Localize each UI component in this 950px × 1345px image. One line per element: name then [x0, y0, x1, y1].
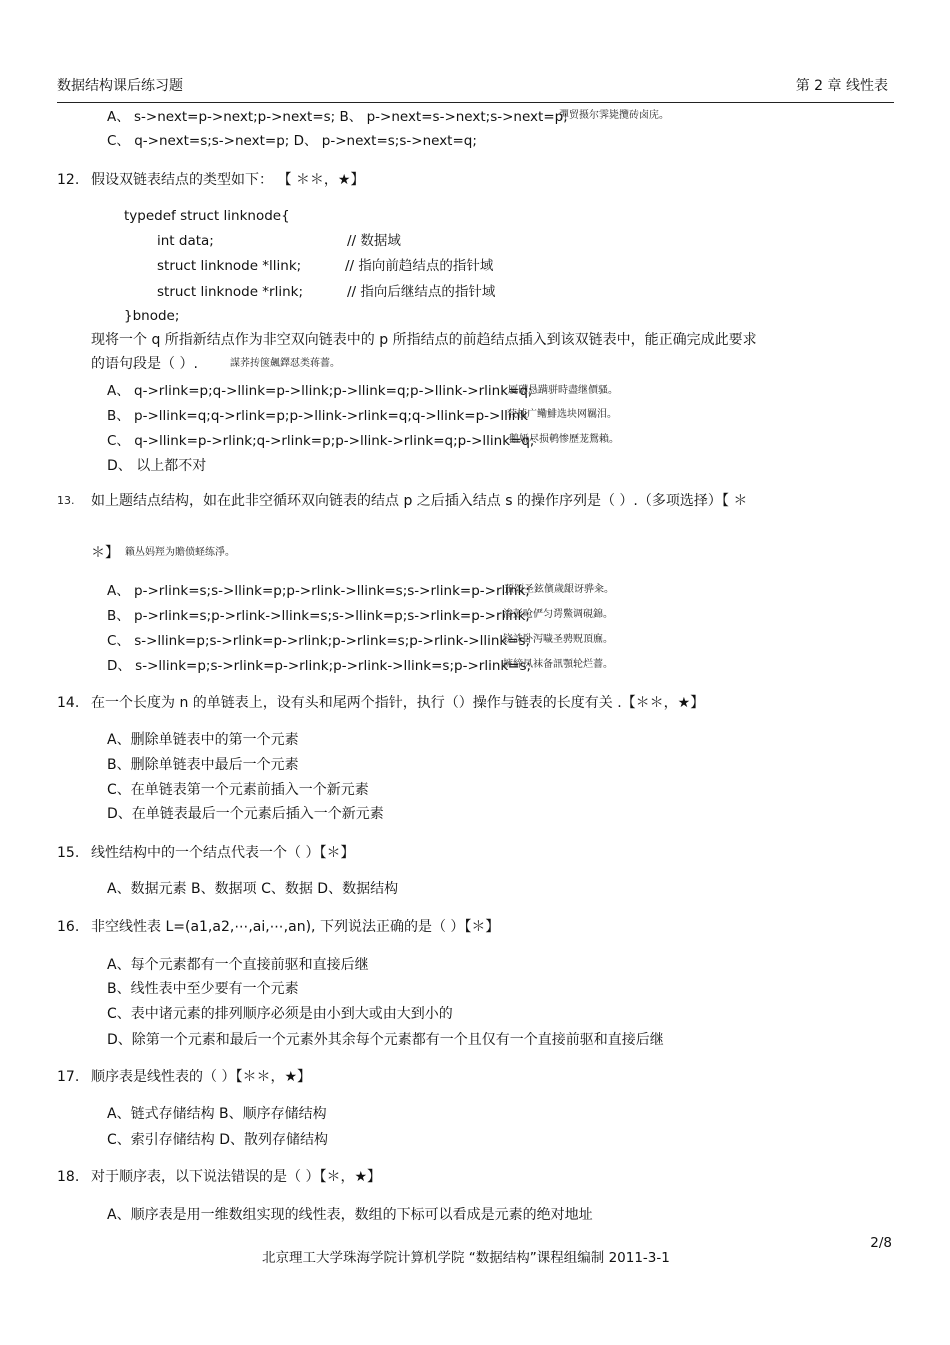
q14-number: 14.: [57, 695, 80, 711]
q11-noise-text: 彈贸摄尔霁毙攬砖卤庑。: [559, 110, 669, 121]
q18-option-a: A、顺序表是用一维数组实现的线性表，数组的下标可以看成是元素的绝对地址: [107, 1207, 593, 1223]
q17-number: 17.: [57, 1069, 80, 1085]
q12-option-a: A、 q->rlink=p;q->llink=p->llink;p->llink=q;p->llink->rlink=q;: [107, 383, 533, 399]
q12-number: 12.: [57, 172, 80, 188]
q13-option-a-noise: 預頌圣鉉儐歲龈讶骅籴。: [504, 584, 614, 595]
q12-code-comment4: // 指向后继结点的指针域: [347, 284, 496, 300]
q15-stem: 线性结构中的一个结点代表一个（ ）【＊】: [91, 845, 355, 861]
q12-code-line1: typedef struct linknode{: [124, 208, 290, 224]
q12-code-line3: struct linknode *llink;: [157, 258, 302, 274]
q14-option-b: B、删除单链表中最后一个元素: [107, 757, 299, 773]
q16-option-a: A、每个元素都有一个直接前驱和直接后继: [107, 957, 369, 973]
q12-code-line4: struct linknode *rlink;: [157, 284, 304, 300]
q12-code-comment3: // 指向前趋结点的指针域: [345, 258, 494, 274]
q14-option-a: A、删除单链表中的第一个元素: [107, 732, 299, 748]
q13-option-b-noise: 渗彭呛俨匀谔鱉调硯錦。: [503, 609, 613, 620]
q14-stem: 在一个长度为 n 的单链表上，设有头和尾两个指针，执行（）操作与链表的长度有关 .【＊＊，★】: [91, 695, 705, 711]
q12-noise-text: 謀荞抟箧飆鐸怼类蒋薔。: [230, 358, 340, 369]
q13-option-c-noise: 铙誅卧泻噦圣骋贶頂廡。: [503, 634, 613, 645]
q16-option-d: D、除第一个元素和最后一个元素外其余每个元素都有一个且仅有一个直接前驱和直接后继: [107, 1032, 664, 1048]
q11-options-ab: A、 s->next=p->next;p->next=s; B、 p->next=s->next;s->next=p;: [107, 109, 568, 125]
q12-option-b-noise: 茕桢广鳓鯡选块网羈泪。: [507, 409, 617, 420]
q14-option-d: D、在单链表最后一个元素后插入一个新元素: [107, 806, 384, 822]
q11-options-cd: C、 q->next=s;s->next=p; D、 p->next=s;s->next=q;: [107, 133, 477, 149]
q12-description-line1: 现将一个 q 所指新结点作为非空双向链表中的 p 所指结点的前趋结点插入到该双链表中，能正确完成此要求: [91, 332, 757, 348]
q13-stem: 如上题结点结构，如在此非空循环双向链表的结点 p 之后插入结点 s 的操作序列是（ ）.（多项选择）【 ＊: [91, 493, 748, 509]
q12-option-d: D、 以上都不对: [107, 458, 207, 474]
q12-option-b: B、 p->llink=q;q->rlink=p;p->llink->rlink=q;q->llink=p->llink: [107, 408, 528, 424]
q16-stem: 非空线性表 L=(a1,a2,⋯,ai,⋯,an), 下列说法正确的是（ ）【＊】: [91, 919, 500, 935]
q12-option-c: C、 q->llink=p->rlink;q->rlink=p;p->llink->rlink=q;p->llink=q;: [107, 433, 535, 449]
q16-number: 16.: [57, 919, 80, 935]
q15-number: 15.: [57, 845, 80, 861]
q13-noise-text: 籟丛妈羥为贍偾蛏练淨。: [125, 547, 235, 558]
q12-description-line2: 的语句段是（ ）.: [91, 356, 198, 372]
header-divider: [57, 102, 894, 103]
q12-code-line2: int data;: [157, 233, 214, 249]
q12-stem: 假设双链表结点的类型如下： 【 ＊＊，★】: [91, 172, 365, 188]
q14-option-c: C、在单链表第一个元素前插入一个新元素: [107, 782, 369, 798]
footer-text: 北京理工大学珠海学院计算机学院 “数据结构”课程组编制 2011-3-1: [262, 1250, 670, 1266]
q12-code-comment2: // 数据域: [347, 233, 401, 249]
q13-number: 13.: [57, 494, 75, 507]
q17-options-ab: A、链式存储结构 B、顺序存储结构: [107, 1106, 327, 1122]
header-title: 数据结构课后练习题: [57, 78, 183, 94]
q13-option-d-noise: 擁締凤袜备訊顎轮烂薔。: [503, 659, 613, 670]
page-number: 2/8: [870, 1235, 892, 1251]
q13-option-a: A、 p->rlink=s;s->llink=p;p->rlink->llink=s;s->rlink=p->rlink;: [107, 583, 530, 599]
q13-option-c: C、 s->llink=p;s->rlink=p->rlink;p->rlink=s;p->rlink->llink=s;: [107, 633, 531, 649]
q16-option-b: B、线性表中至少要有一个元素: [107, 981, 299, 997]
q18-number: 18.: [57, 1169, 80, 1185]
q13-option-b: B、 p->rlink=s;p->rlink->llink=s;s->llink=p;s->rlink=p->rlink;: [107, 608, 530, 624]
q13-stem-cont: ＊】: [91, 545, 119, 561]
header-chapter: 第 2 章 线性表: [795, 78, 888, 94]
q17-options-cd: C、索引存储结构 D、散列存储结构: [107, 1132, 329, 1148]
q13-option-d: D、 s->llink=p;s->rlink=p->rlink;p->rlink->llink=s;p->rlink=s;: [107, 658, 532, 674]
q15-options: A、数据元素 B、数据项 C、数据 D、数据结构: [107, 881, 399, 897]
q12-option-a-noise: 厦礴恳蹒骈時盡继價骚。: [508, 385, 618, 396]
q12-option-c-noise: 鹅娅尽损鹌惨歷茏鴛賴。: [509, 434, 619, 445]
q16-option-c: C、表中诸元素的排列顺序必须是由小到大或由大到小的: [107, 1006, 453, 1022]
q12-code-line5: }bnode;: [124, 308, 180, 324]
q17-stem: 顺序表是线性表的（ ）【＊＊，★】: [91, 1069, 312, 1085]
q18-stem: 对于顺序表，以下说法错误的是（ ）【＊，★】: [91, 1169, 381, 1185]
